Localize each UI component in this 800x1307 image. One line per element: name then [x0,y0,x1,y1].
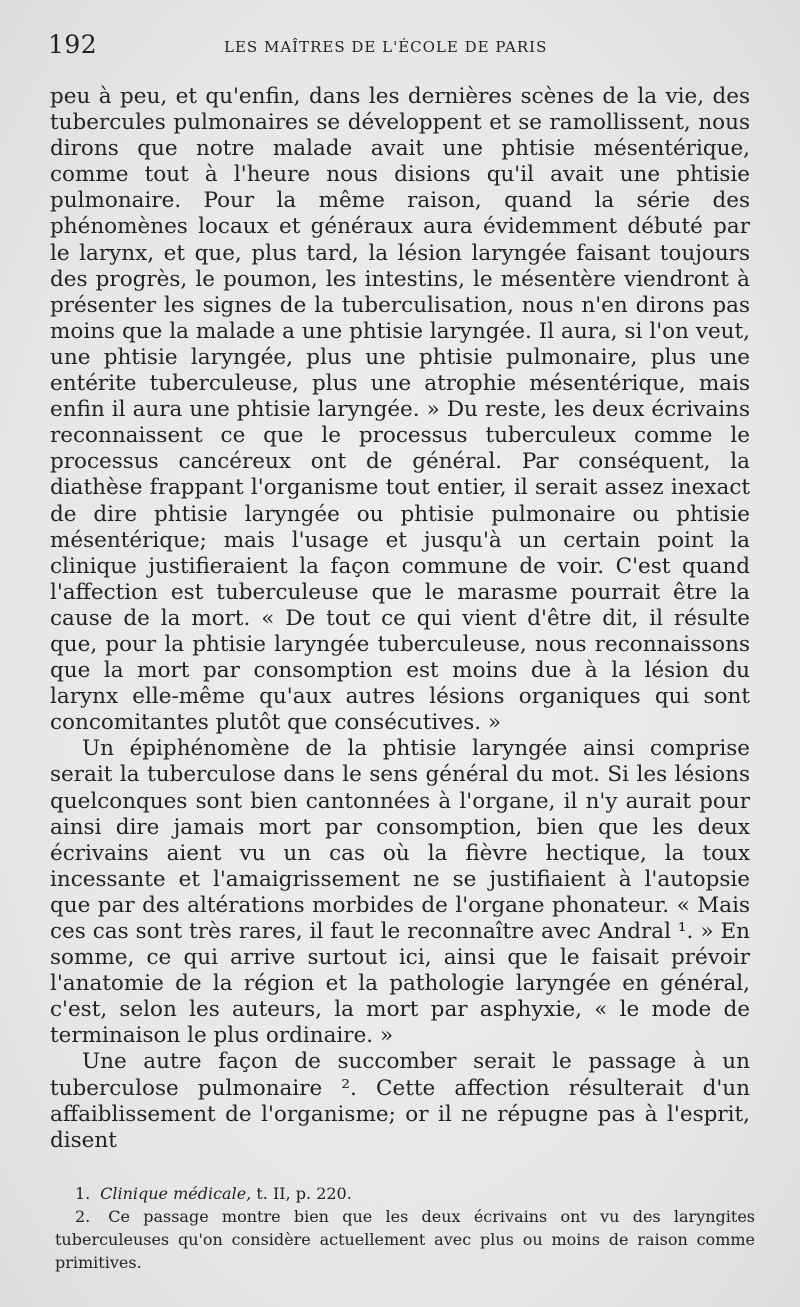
paragraph-1: peu à peu, et qu'enfin, dans les dernières scènes de la vie, des tubercules pulmonaires se développent et se ramollissent, nous dirons que notre malade avait une phtisie mésentérique, comme tout à l'heure nous disions qu'il avait une phtisie pulmonaire. Pour la même raison, quand la série des phénomènes locaux et généraux aura évidemment débuté par le larynx, et que, plus tard, la lésion laryngée faisant toujours des progrès, le poumon, les intestins, le mésentère viendront à présenter les signes de la tuberculisation, nous n'en dirons pas moins que la malade a une phtisie laryngée. Il aura, si l'on veut, une phtisie laryngée, plus une phtisie pulmonaire, plus une entérite tuberculeuse, plus une atrophie mésentérique, mais enfin il aura une phtisie laryngée. » Du reste, les deux écrivains reconnaissent ce que le processus tuberculeux comme le processus cancéreux ont de général. Par conséquent, la diathèse frappant l'organisme tout entier, il serait assez inexact de dire phtisie laryngée ou phtisie pulmonaire ou phtisie mésentérique; mais l'usage et jusqu'à un certain point la clinique justifieraient la façon commune de voir. C'est quand l'affection est tuberculeuse que le marasme pourrait être la cause de la mort. « De tout ce qui vient d'être dit, il résulte que, pour la phtisie laryngée tuberculeuse, nous reconnaissons que la mort par consomption est moins due à la lésion du larynx elle-même qu'aux autres lésions organiques qui sont concomitantes plutôt que consécutives. » [50,84,750,736]
footnote-1-title: Clinique médicale [100,1184,247,1203]
page-header [48,30,752,70]
footnote-1-reference: , t. II, p. 220. [246,1184,352,1203]
paragraph-3: Une autre façon de succomber serait le passage à un tuberculose pulmonaire ². Cette affection résulterait d'un affaiblissement de l'organisme; or il ne répugne pas à l'esprit, disent [50,1049,750,1153]
footnote-2-text: Ce passage montre bien que les deux écrivains ont vu des laryngites tuberculeuses qu'on considère actuellement avec plus ou moins de raison comme primitives. [55,1207,756,1272]
footnotes [55,1182,755,1274]
running-head: LES MAÎTRES DE L'ÉCOLE DE PARIS [224,38,548,56]
page-number: 192 [48,30,98,59]
footnote-2-number: 2. [75,1207,91,1226]
body-text [50,84,750,1153]
paragraph-2: Un épiphénomène de la phtisie laryngée ainsi comprise serait la tuberculose dans le sens général du mot. Si les lésions quelconques sont bien cantonnées à l'organe, il n'y aurait pour ainsi dire jamais mort par consomption, bien que les deux écrivains aient vu un cas où la fièvre hectique, la toux incessante et l'amaigrissement ne se justifiaient à l'autopsie que par des altérations morbides de l'organe phonateur. « Mais ces cas sont très rares, il faut le reconnaître avec Andral ¹. » En somme, ce qui arrive surtout ici, ainsi que le faisait prévoir l'anatomie de la région et la pathologie laryngée en général, c'est, selon les auteurs, la mort par asphyxie, « le mode de terminaison le plus ordinaire. » [50,736,750,1049]
footnote-1 [55,1182,755,1205]
footnote-2 [55,1205,755,1274]
footnote-1-number: 1. [75,1184,91,1203]
